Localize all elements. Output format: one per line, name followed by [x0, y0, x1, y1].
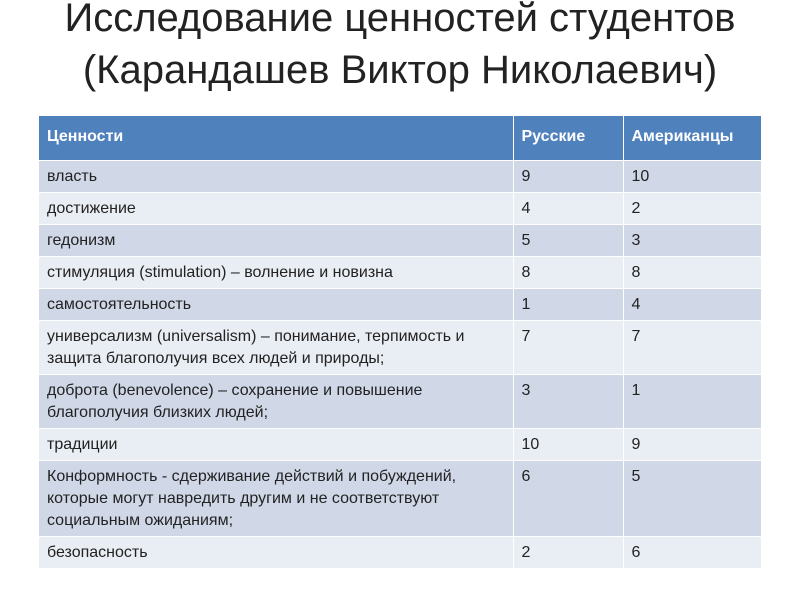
value-name-cell: гедонизм: [39, 224, 513, 256]
american-rank-cell: 3: [623, 224, 761, 256]
value-name-cell: самостоятельность: [39, 288, 513, 320]
american-rank-cell: 8: [623, 256, 761, 288]
values-table-container: [39, 116, 761, 568]
russian-rank-cell: 3: [513, 374, 623, 428]
table-row: [39, 428, 761, 460]
value-name-cell: Конформность - сдерживание действий и побуждений, которые могут навредить другим и не соответствуют социальным ожиданиям;: [39, 460, 513, 536]
value-name-cell: достижение: [39, 192, 513, 224]
american-rank-cell: 1: [623, 374, 761, 428]
slide-title: Исследование ценностей студентов (Карандашев Виктор Николаевич): [64, 0, 736, 92]
russian-rank-cell: 8: [513, 256, 623, 288]
american-rank-cell: 10: [623, 160, 761, 192]
table-row: [39, 256, 761, 288]
table-row: [39, 320, 761, 374]
header-russians: Русские: [513, 116, 623, 160]
american-rank-cell: 9: [623, 428, 761, 460]
table-row: [39, 460, 761, 536]
value-name-cell: универсализм (universalism) – понимание, терпимость и защита благополучия всех людей и природы;: [39, 320, 513, 374]
russian-rank-cell: 5: [513, 224, 623, 256]
header-americans: Американцы: [623, 116, 761, 160]
value-name-cell: доброта (benevolence) – сохранение и повышение благополучия близких людей;: [39, 374, 513, 428]
russian-rank-cell: 6: [513, 460, 623, 536]
american-rank-cell: 5: [623, 460, 761, 536]
russian-rank-cell: 9: [513, 160, 623, 192]
american-rank-cell: 2: [623, 192, 761, 224]
table-row: [39, 536, 761, 568]
value-name-cell: стимуляция (stimulation) – волнение и новизна: [39, 256, 513, 288]
values-table: [39, 116, 761, 568]
table-row: [39, 224, 761, 256]
value-name-cell: традиции: [39, 428, 513, 460]
table-row: [39, 160, 761, 192]
table-row: [39, 192, 761, 224]
american-rank-cell: 7: [623, 320, 761, 374]
russian-rank-cell: 1: [513, 288, 623, 320]
russian-rank-cell: 2: [513, 536, 623, 568]
table-header-row: [39, 116, 761, 160]
russian-rank-cell: 7: [513, 320, 623, 374]
value-name-cell: безопасность: [39, 536, 513, 568]
value-name-cell: власть: [39, 160, 513, 192]
table-row: [39, 288, 761, 320]
header-values: Ценности: [39, 116, 513, 160]
russian-rank-cell: 10: [513, 428, 623, 460]
russian-rank-cell: 4: [513, 192, 623, 224]
table-row: [39, 374, 761, 428]
american-rank-cell: 4: [623, 288, 761, 320]
american-rank-cell: 6: [623, 536, 761, 568]
